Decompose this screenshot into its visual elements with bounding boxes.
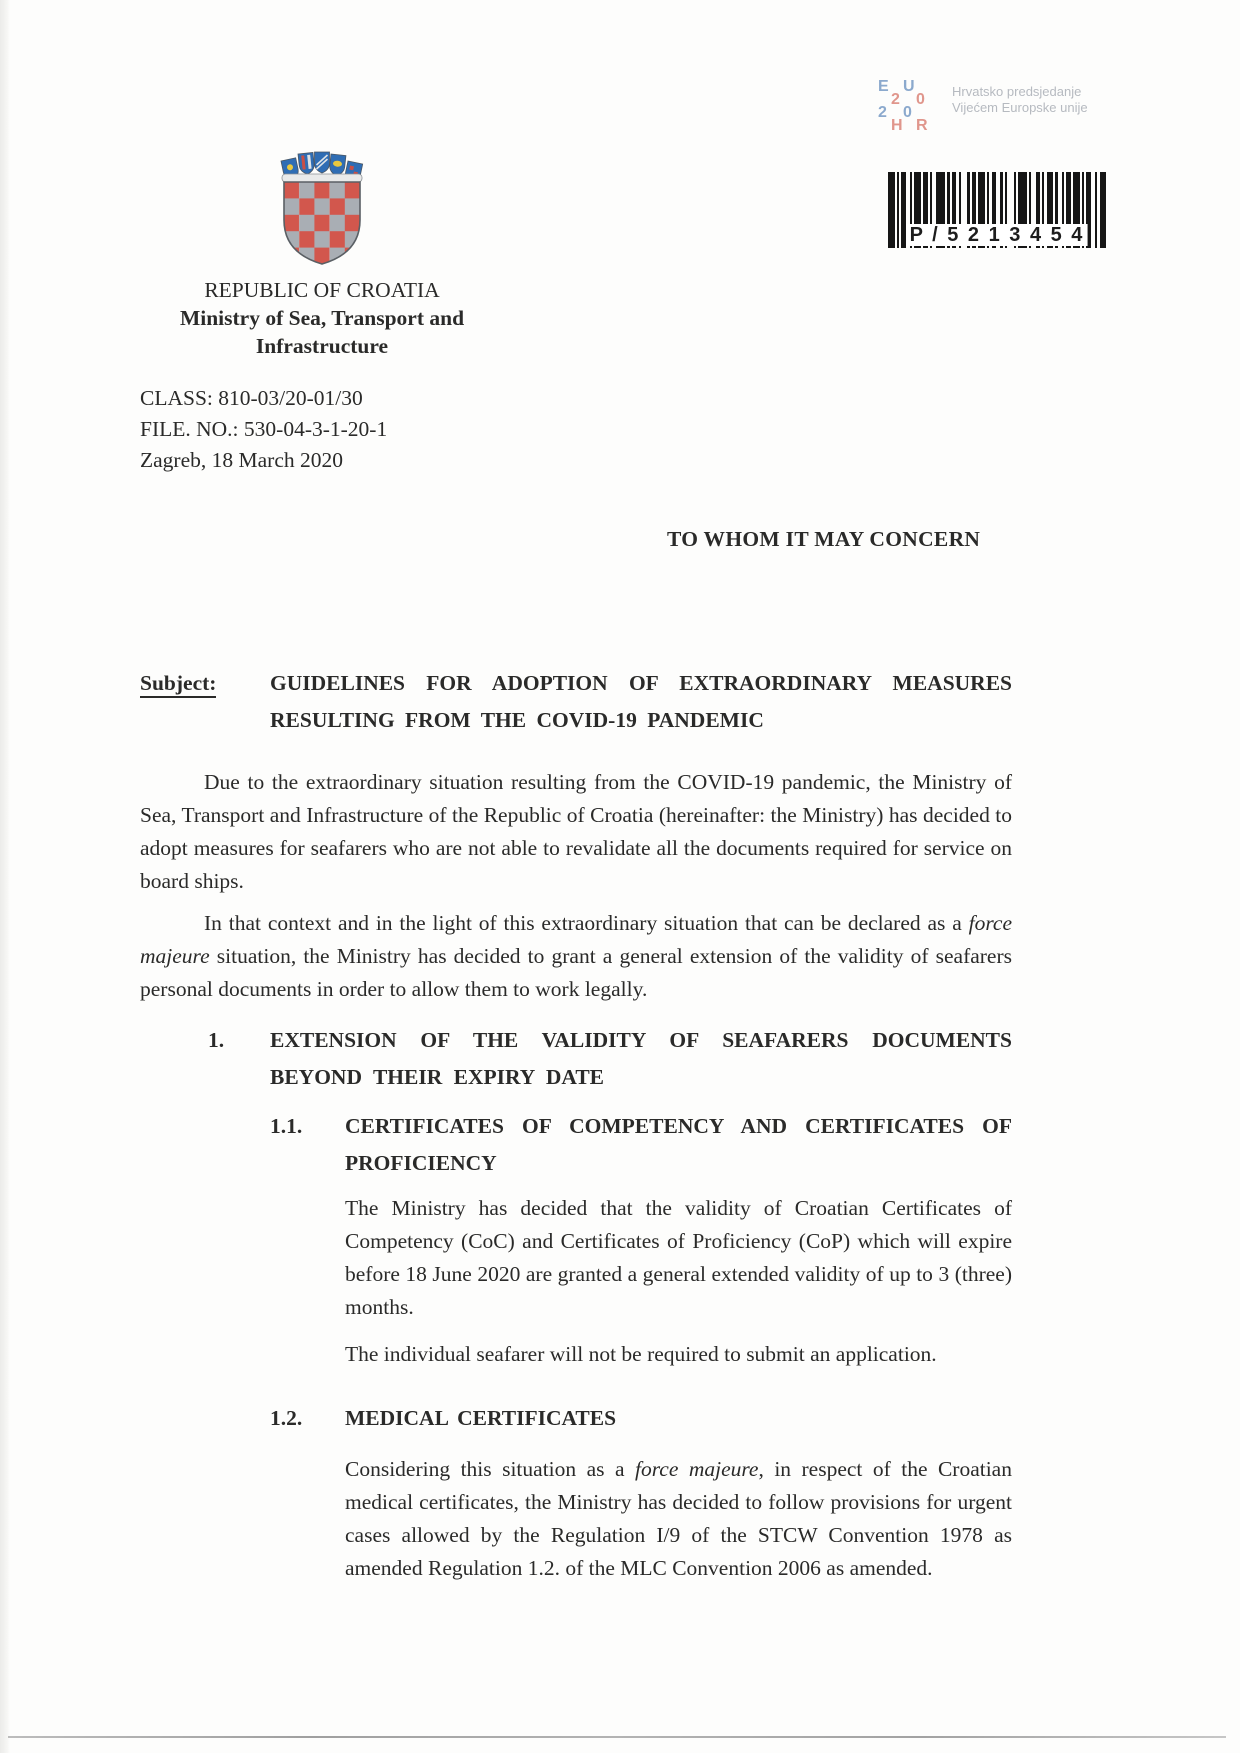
scan-artifact-line [8,1736,1226,1738]
eu-logo-letter: R [916,117,928,134]
scan-edge-shading [0,0,10,1753]
eu-logo-letter: E [878,78,889,95]
eu-presidency-2020-logo [878,79,942,135]
barcode-label: P / 5 2 1 3 4 5 4 [907,224,1088,246]
paragraph-intro: Due to the extraordinary situation resulting from the COVID-19 pandemic, the Ministry of Sea, Transport and Infrastructure of the Republic of Croatia (hereinafter: the Ministry) has decided to adopt measures for seafarers who are not able to revalidate all the documents required for service on board ships. [140,770,1012,893]
file-meta-block [140,383,387,476]
section-1-1-paragraph-1: The Ministry has decided that the validity of Croatian Certificates of Competency (CoC) and Certificates of Proficiency (CoP) which will expire before 18 June 2020 are granted a general extended validity of up to 3 (three) months. [345,1196,1012,1319]
paragraph-force-majeure: In that context and in the light of this extraordinary situation that can be declared as a force majeure situation, the Ministry has decided to grant a general extension of the validity of seafarers personal documents in order to allow them to work legally. [140,911,1012,1001]
salutation-heading: TO WHOM IT MAY CONCERN [667,527,981,551]
eu-caption-line2: Vijećem Europske unije [952,100,1088,115]
eu-logo-letter: 2 [878,104,887,121]
section-1-1-number: 1.1. [270,1114,303,1138]
section-1-2-paragraph-1: Considering this situation as a force majeure, in respect of the Croatian medical certificates, the Ministry has decided to follow provisions for urgent cases allowed by the Regulation I/9 of the STCW Convention 1978 as amended Regulation 1.2. of the MLC Convention 2006 as amended. [345,1457,1012,1580]
eu-presidency-caption [952,84,1088,116]
section-1-2-title: MEDICAL CERTIFICATES [345,1406,617,1430]
section-1-1-title: CERTIFICATES OF COMPETENCY AND CERTIFICATES OF PROFICIENCY [345,1114,1012,1175]
place-date-line: Zagreb, 18 March 2020 [140,448,343,472]
letterhead-text [172,276,472,360]
eu-logo-letter: U [903,78,915,95]
subject-row [140,665,1012,739]
section-1-1-heading [140,1108,1012,1182]
eu-logo-letter: 2 [891,91,900,108]
file-no-line: FILE. NO.: 530-04-3-1-20-1 [140,417,388,441]
document-barcode [888,172,1106,248]
eu-logo-letter: 0 [916,91,925,108]
ministry-name-2: Infrastructure [255,334,389,358]
ministry-name-1: Ministry of Sea, Transport and [179,306,465,330]
italic-term: force majeure [634,1457,759,1481]
section-1-1-paragraph-2: The individual seafarer will not be required to submit an application. [345,1342,937,1366]
eu-logo-letter: H [891,117,903,134]
eu-caption-line1: Hrvatsko predsjedanje [952,84,1082,99]
section-1-title: EXTENSION OF THE VALIDITY OF SEAFARERS DOCUMENTS BEYOND THEIR EXPIRY DATE [270,1028,1012,1089]
section-1-2-heading [140,1400,1012,1437]
country-name: REPUBLIC OF CROATIA [204,278,440,302]
subject-label: Subject: [140,665,270,739]
subject-title: GUIDELINES FOR ADOPTION OF EXTRAORDINARY MEASURES RESULTING FROM THE COVID-19 PANDEMIC [270,671,1012,732]
letter-body [140,665,1012,1585]
class-line: CLASS: 810-03/20-01/30 [140,386,363,410]
section-1-heading [140,1022,1012,1096]
section-1-2-number: 1.2. [270,1406,303,1430]
croatian-coat-of-arms-icon [276,146,368,277]
section-1-number: 1. [208,1028,225,1052]
italic-term: force majeure [140,911,1012,968]
eu-logo-letter: 0 [903,104,912,121]
